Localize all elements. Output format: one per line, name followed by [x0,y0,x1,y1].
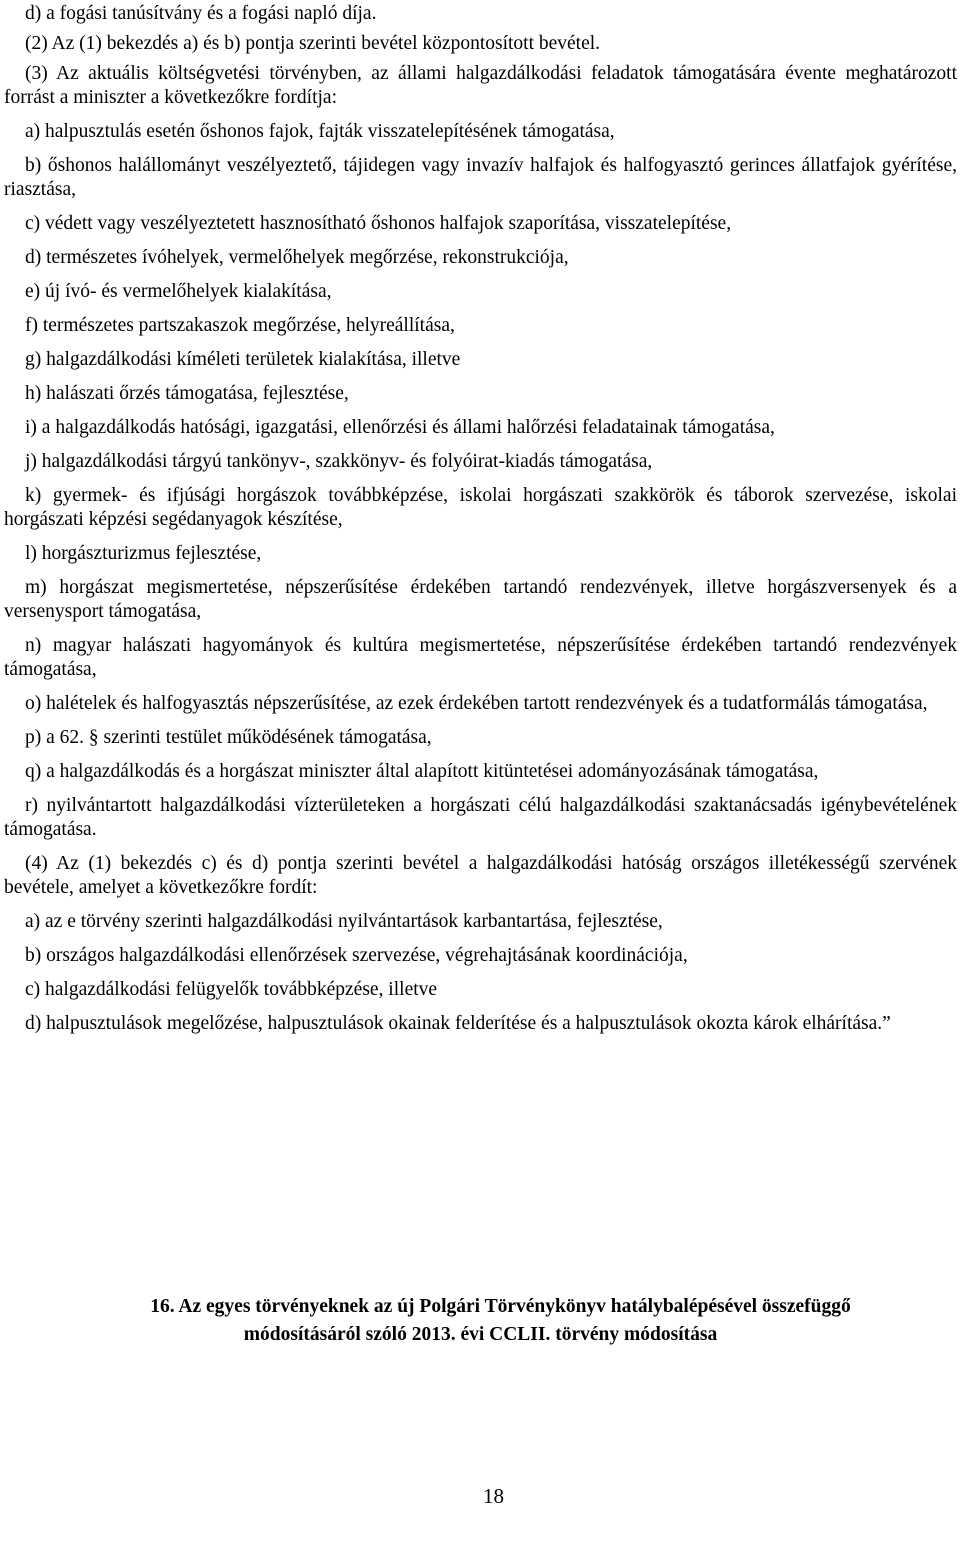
list-item-a: a) halpusztulás esetén őshonos fajok, fajták visszatelepítésének támogatása, [25,121,615,142]
body-text [4,2,957,1046]
section-heading-line-1: 16. Az egyes törvényeknek az új Polgári Törvénykönyv hatálybalépésével összefüggő [150,1296,851,1317]
paragraph-4: (4) Az (1) bekezdés c) és d) pontja szerinti bevétel a halgazdálkodási hatóság országos illetékességű szervének bevétele, amelyet a következőkre fordít: [4,853,957,898]
section-heading [4,1293,957,1349]
list-item-l: l) horgászturizmus fejlesztése, [25,543,262,564]
list-item-p: p) a 62. § szerinti testület működésének támogatása, [25,727,432,748]
page-number: 18 [483,1484,504,1508]
list-item-j: j) halgazdálkodási tárgyú tankönyv-, szakkönyv- és folyóirat-kiadás támogatása, [25,451,653,472]
list-item-4a: a) az e törvény szerinti halgazdálkodási nyilvántartások karbantartása, fejlesztése, [25,911,663,932]
list-item-c: c) védett vagy veszélyeztetett hasznosítható őshonos halfajok szaporítása, visszatelepítése, [25,213,732,234]
paragraph-2: (2) Az (1) bekezdés a) és b) pontja szerinti bevétel központosított bevétel. [25,33,601,54]
list-item-d: d) természetes ívóhelyek, vermelőhelyek megőrzése, rekonstrukciója, [25,247,569,268]
paragraph-d-fee: d) a fogási tanúsítvány és a fogási napló díja. [25,3,377,24]
list-item-g: g) halgazdálkodási kíméleti területek kialakítása, illetve [25,349,461,370]
list-item-o: o) halételek és halfogyasztás népszerűsítése, az ezek érdekében tartott rendezvények és a tudatformálás támogatása, [25,693,928,714]
list-item-k: k) gyermek- és ifjúsági horgászok továbbképzése, iskolai horgászati szakkörök és táborok szervezése, iskolai horgászati képzési segédanyagok készítése, [4,485,957,530]
list-item-e: e) új ívó- és vermelőhelyek kialakítása, [25,281,332,302]
list-item-n: n) magyar halászati hagyományok és kultúra megismertetése, népszerűsítése érdekében tartandó rendezvények támogatása, [4,635,957,680]
list-item-f: f) természetes partszakaszok megőrzése, helyreállítása, [25,315,455,336]
section-heading-line-2: módosításáról szóló 2013. évi CCLII. törvény módosítása [243,1324,718,1345]
document-page [4,0,957,1546]
list-item-b: b) őshonos halállományt veszélyeztető, tájidegen vagy invazív halfajok és halfogyasztó gerinces állatfajok gyérítése, riasztása, [4,155,957,200]
list-item-m: m) horgászat megismertetése, népszerűsítése érdekében tartandó rendezvények, illetve horgászversenyek és a versenysport támogatása, [4,577,957,622]
list-item-h: h) halászati őrzés támogatása, fejlesztése, [25,383,349,404]
list-item-4c: c) halgazdálkodási felügyelők továbbképzése, illetve [25,979,438,1000]
paragraph-3: (3) Az aktuális költségvetési törvényben, az állami halgazdálkodási feladatok támogatására évente meghatározott forrást a miniszter a következőkre fordítja: [4,63,957,108]
list-item-q: q) a halgazdálkodás és a horgászat miniszter által alapított kitüntetései adományozásának támogatása, [25,761,819,782]
list-item-i: i) a halgazdálkodás hatósági, igazgatási, ellenőrzési és állami halőrzési feladatainak támogatása, [25,417,775,438]
list-item-4d: d) halpusztulások megelőzése, halpusztulások okainak felderítése és a halpusztulások okozta károk elhárítása.” [25,1013,891,1034]
list-item-4b: b) országos halgazdálkodási ellenőrzések szervezése, végrehajtásának koordinációja, [25,945,688,966]
list-item-r: r) nyilvántartott halgazdálkodási vízterületeken a horgászati célú halgazdálkodási szaktanácsadás igénybevételének támogatása. [4,795,957,840]
